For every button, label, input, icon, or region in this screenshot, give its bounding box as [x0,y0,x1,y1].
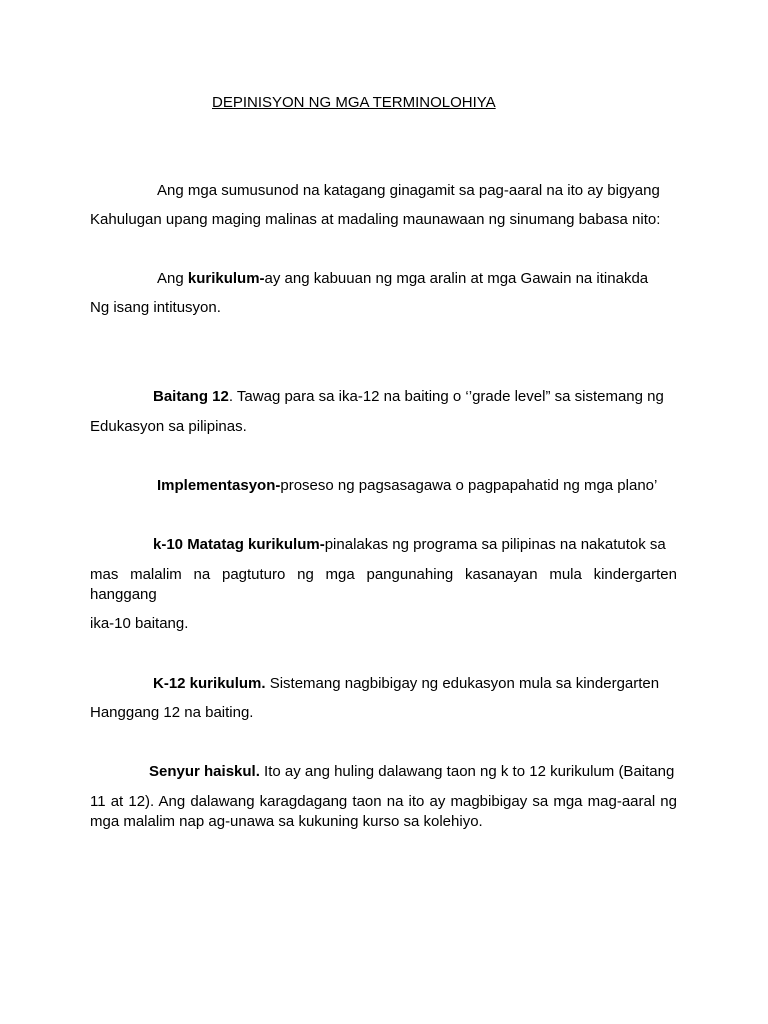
term-senyur: Senyur haiskul. [149,763,260,780]
definition-text: proseso ng pagsasagawa o pagpapahatid ng mga plano’ [280,477,658,494]
definition-senyur-line-3: mga malalim nap ag-unawa sa kukuning kurso sa kolehiyo. [90,813,483,830]
definition-matatag-line-4: ika-10 baitang. [90,615,189,632]
term-kurikulum: kurikulum- [187,270,265,287]
definition-prefix: Ang [157,270,188,287]
definition-text: ay ang kabuuan ng mga aralin at mga Gawain na itinakda [264,270,649,287]
definition-baitang-line-2: Edukasyon sa pilipinas. [90,418,247,435]
definition-senyur-line-2: 11 at 12). Ang dalawang karagdagang taon na ito ay magbibigay sa mga mag-aaral ng [90,793,677,810]
term-matatag: k-10 Matatag kurikulum- [153,536,325,553]
definition-baitang [153,388,664,406]
page-title: DEPINISYON NG MGA TERMINOLOHIYA [212,94,496,111]
term-baitang: Baitang 12 [153,388,229,405]
definition-text: Ito ay ang huling dalawang taon ng k to 12 kurikulum (Baitang [259,763,675,780]
definition-kurikulum-line-2: Ng isang intitusyon. [90,299,221,316]
definition-text: Sistemang nagbibigay ng edukasyon mula sa kindergarten [265,675,660,692]
definition-k12-line-2: Hanggang 12 na baiting. [90,704,254,721]
definition-matatag-line-3: hanggang [90,586,157,603]
intro-line-2: Kahulugan upang maging malinas at madaling maunawaan ng sinumang babasa nito: [90,211,661,228]
definition-text: . Tawag para sa ika-12 na baiting o ‘’grade level” sa sistemang ng [228,388,664,405]
term-k12: K-12 kurikulum. [153,675,266,692]
definition-matatag-line-2: mas malalim na pagtuturo ng mga pangunahing kasanayan mula kindergarten [90,566,677,583]
definition-kurikulum [157,270,648,288]
definition-text: pinalakas ng programa sa pilipinas na nakatutok sa [324,536,666,553]
definition-k12 [153,675,659,693]
definition-matatag [153,536,666,554]
intro-line-1: Ang mga sumusunod na katagang ginagamit sa pag-aaral na ito ay bigyang [157,182,660,199]
definition-senyur [149,763,674,781]
term-implementasyon: Implementasyon- [157,477,281,494]
definition-implementasyon [157,477,657,495]
